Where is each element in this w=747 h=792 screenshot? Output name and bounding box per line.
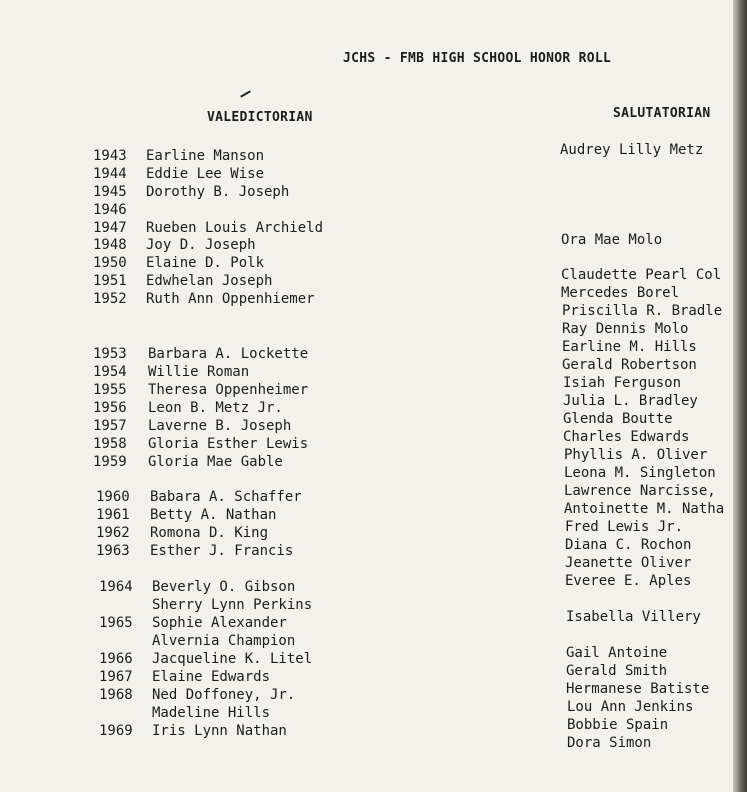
year-label: 1954: [93, 364, 127, 380]
valedictorian-name: Jacqueline K. Litel: [152, 651, 313, 667]
year-label: 1958: [93, 436, 127, 452]
valedictorian-name: Theresa Oppenheimer: [148, 382, 309, 398]
salutatorian-name: Gerald Robertson: [562, 357, 697, 373]
salutatorian-name: Audrey Lilly Metz: [560, 142, 704, 158]
valedictorian-name: Laverne B. Joseph: [148, 418, 292, 434]
valedictorian-name: Willie Roman: [148, 364, 250, 380]
salutatorian-name: Ora Mae Molo: [561, 232, 663, 248]
salutatorian-name: Gerald Smith: [566, 663, 668, 679]
valedictorian-name: Ruth Ann Oppenhiemer: [146, 291, 315, 307]
salutatorian-name: Charles Edwards: [563, 429, 690, 445]
year-label: 1963: [96, 543, 130, 559]
salutatorian-heading: SALUTATORIAN: [613, 106, 711, 121]
year-label: 1961: [96, 507, 130, 523]
salutatorian-name: Isiah Ferguson: [563, 375, 682, 391]
valedictorian-name: Leon B. Metz Jr.: [148, 400, 283, 416]
valedictorian-name: Sherry Lynn Perkins: [152, 597, 313, 613]
salutatorian-name: Priscilla R. Bradle: [562, 303, 723, 319]
salutatorian-name: Hermanese Batiste: [566, 681, 710, 697]
year-label: 1968: [99, 687, 133, 703]
salutatorian-name: Diana C. Rochon: [565, 537, 692, 553]
salutatorian-name: Isabella Villery: [566, 609, 701, 625]
salutatorian-name: Mercedes Borel: [561, 285, 680, 301]
salutatorian-name: Leona M. Singleton: [564, 465, 716, 481]
valedictorian-name: Eddie Lee Wise: [146, 166, 265, 182]
valedictorian-name: Betty A. Nathan: [150, 507, 277, 523]
year-label: 1957: [93, 418, 127, 434]
valedictorian-name: Iris Lynn Nathan: [152, 723, 287, 739]
valedictorian-name: Esther J. Francis: [150, 543, 294, 559]
salutatorian-name: Gail Antoine: [566, 645, 668, 661]
page-title: JCHS - FMB HIGH SCHOOL HONOR ROLL: [343, 51, 612, 66]
year-label: 1962: [96, 525, 130, 541]
valedictorian-name: Romona D. King: [150, 525, 269, 541]
valedictorian-name: Dorothy B. Joseph: [146, 184, 290, 200]
valedictorian-name: Gloria Esther Lewis: [148, 436, 309, 452]
salutatorian-name: Antoinette M. Natha: [564, 501, 725, 517]
salutatorian-name: Ray Dennis Molo: [562, 321, 689, 337]
year-label: 1964: [99, 579, 133, 595]
valedictorian-name: Alvernia Champion: [152, 633, 296, 649]
valedictorian-name: Sophie Alexander: [152, 615, 287, 631]
valedictorian-name: Gloria Mae Gable: [148, 454, 283, 470]
salutatorian-name: Glenda Boutte: [563, 411, 673, 427]
salutatorian-name: Lawrence Narcisse,: [564, 483, 716, 499]
page-edge-shadow: [733, 0, 747, 792]
year-label: 1953: [93, 346, 127, 362]
year-label: 1956: [93, 400, 127, 416]
year-label: 1948: [93, 237, 127, 253]
valedictorian-name: Ned Doffoney, Jr.: [152, 687, 296, 703]
salutatorian-name: Claudette Pearl Col: [561, 267, 722, 283]
year-label: 1946: [93, 202, 127, 218]
year-label: 1959: [93, 454, 127, 470]
year-label: 1967: [99, 669, 133, 685]
salutatorian-name: Julia L. Bradley: [563, 393, 698, 409]
valedictorian-name: Elaine D. Polk: [146, 255, 265, 271]
valedictorian-name: Madeline Hills: [152, 705, 271, 721]
year-label: 1950: [93, 255, 127, 271]
salutatorian-name: Jeanette Oliver: [565, 555, 692, 571]
valedictorian-name: Earline Manson: [146, 148, 265, 164]
valedictorian-name: Edwhelan Joseph: [146, 273, 273, 289]
valedictorian-name: Joy D. Joseph: [146, 237, 256, 253]
valedictorian-heading: VALEDICTORIAN: [207, 110, 313, 125]
valedictorian-name: Rueben Louis Archield: [146, 220, 324, 236]
salutatorian-name: Everee E. Aples: [565, 573, 692, 589]
year-label: 1947: [93, 220, 127, 236]
valedictorian-name: Elaine Edwards: [152, 669, 271, 685]
salutatorian-name: Bobbie Spain: [567, 717, 669, 733]
year-label: 1952: [93, 291, 127, 307]
year-label: 1960: [96, 489, 130, 505]
year-label: 1943: [93, 148, 127, 164]
year-label: 1945: [93, 184, 127, 200]
salutatorian-name: Earline M. Hills: [562, 339, 697, 355]
year-label: 1944: [93, 166, 127, 182]
year-label: 1955: [93, 382, 127, 398]
year-label: 1965: [99, 615, 133, 631]
year-label: 1951: [93, 273, 127, 289]
year-label: 1969: [99, 723, 133, 739]
salutatorian-name: Phyllis A. Oliver: [564, 447, 708, 463]
salutatorian-name: Fred Lewis Jr.: [565, 519, 684, 535]
year-label: 1966: [99, 651, 133, 667]
salutatorian-name: Lou Ann Jenkins: [567, 699, 694, 715]
valedictorian-name: Beverly O. Gibson: [152, 579, 296, 595]
valedictorian-name: Babara A. Schaffer: [150, 489, 302, 505]
valedictorian-name: Barbara A. Lockette: [148, 346, 309, 362]
salutatorian-name: Dora Simon: [567, 735, 652, 751]
